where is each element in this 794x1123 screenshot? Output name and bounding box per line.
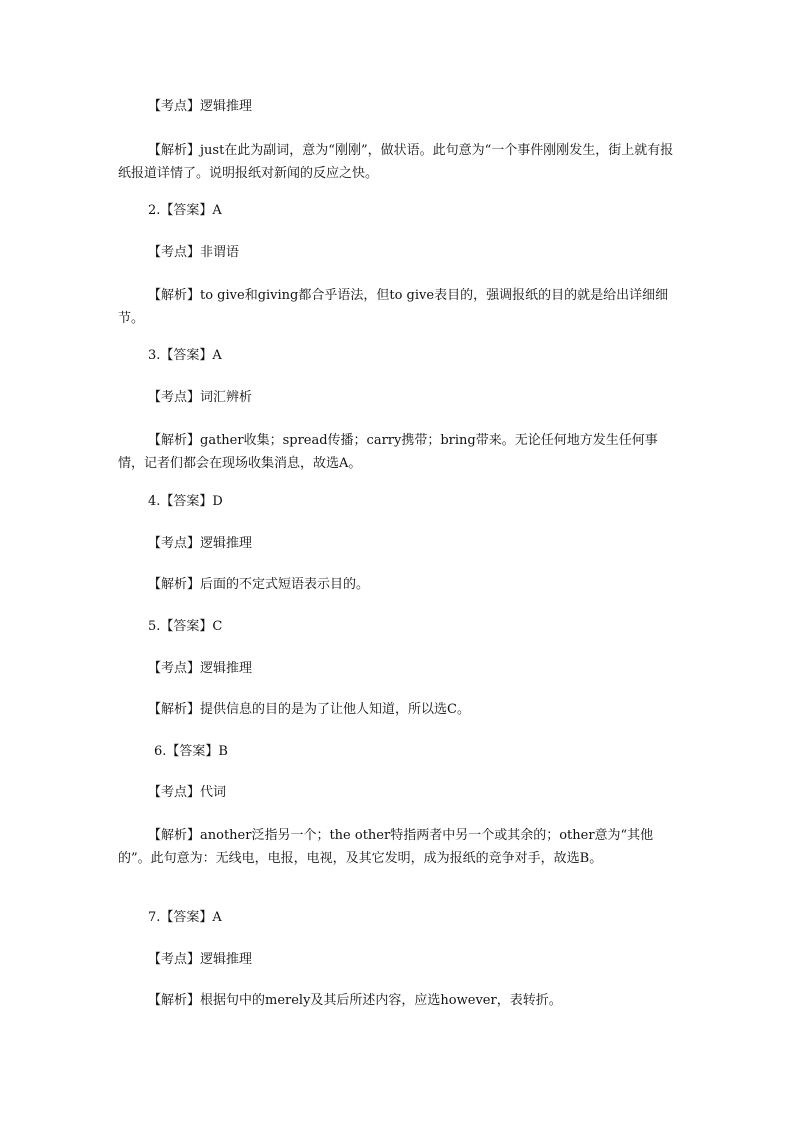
jiexi-line-7: 【解析】根据句中的merely及其后所述内容，应选however，表转折。 — [148, 993, 562, 1008]
answer-3: 3.【答案】A — [148, 348, 222, 363]
answer-5: 5.【答案】C — [148, 619, 223, 634]
kaodian-label-4: 【考点】逻辑推理 — [148, 536, 253, 551]
answer-2: 2.【答案】A — [148, 203, 222, 218]
jiexi-paragraph-1: 【解析】just在此为副词，意为“刚刚”，做状语。此句意为“一个事件刚刚发生，街上就有报纸报道详情了。说明报纸对新闻的反应之快。 — [118, 143, 674, 181]
jiexi-line-4: 【解析】后面的不定式短语表示目的。 — [148, 577, 370, 592]
answer-4: 4.【答案】D — [148, 494, 223, 509]
answer-7: 7.【答案】A — [148, 910, 222, 925]
jiexi-paragraph-2: 【解析】to give和giving都合乎语法，但to give表目的，强调报纸的目的就是给出详细细节。 — [118, 288, 669, 326]
jiexi-paragraph-3: 【解析】gather收集；spread传播；carry携带；bring带来。无论任何地方发生任何事情，记者们都会在现场收集消息，故选A。 — [118, 433, 658, 471]
kaodian-label-7: 【考点】逻辑推理 — [148, 952, 253, 967]
kaodian-label-1: 【考点】逻辑推理 — [148, 99, 253, 114]
jiexi-line-5: 【解析】提供信息的目的是为了让他人知道，所以选C。 — [148, 702, 470, 717]
kaodian-label-3: 【考点】词汇辨析 — [148, 390, 253, 405]
kaodian-label-6: 【考点】代词 — [148, 785, 227, 800]
answer-6: 6.【答案】B — [154, 744, 228, 759]
kaodian-label-5: 【考点】逻辑推理 — [148, 661, 253, 676]
kaodian-label-2: 【考点】非谓语 — [148, 245, 240, 260]
jiexi-paragraph-6: 【解析】another泛指另一个；the other特指两者中另一个或其余的；other意为“其他的”。此句意为：无线电，电报，电视，及其它发明，成为报纸的竞争对手，故选B。 — [118, 828, 654, 866]
